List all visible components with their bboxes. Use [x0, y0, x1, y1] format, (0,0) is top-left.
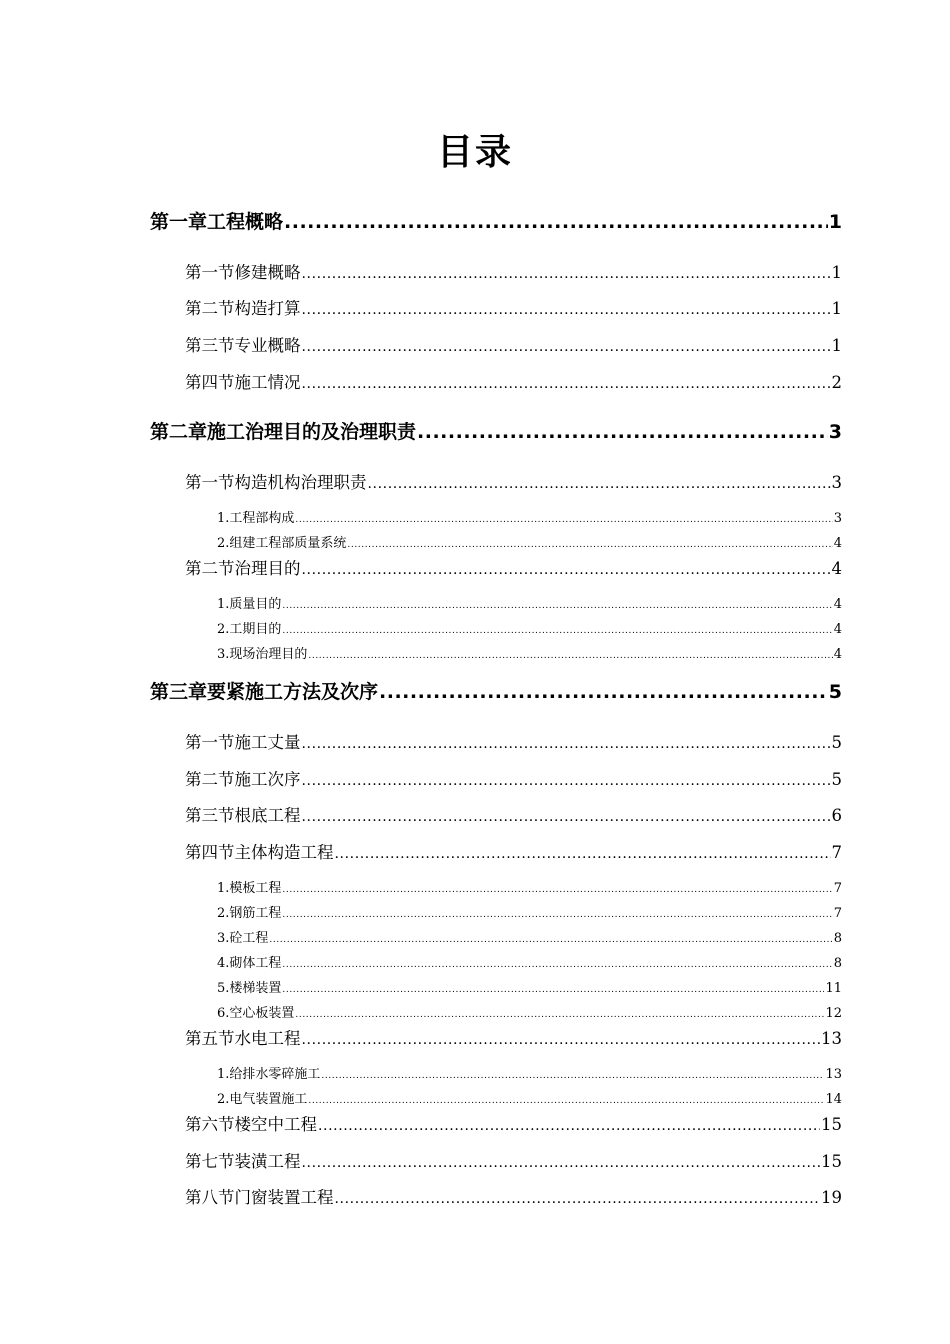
- dot-leader: [302, 335, 831, 359]
- toc-entry-title: 第二节施工次序: [185, 770, 301, 789]
- toc-entry-title: 第七节装潢工程: [185, 1152, 301, 1171]
- toc-subsection-entry[interactable]: [217, 905, 842, 924]
- toc-entry-title: 1.工程部构成: [217, 511, 295, 526]
- toc-page-number: 1: [831, 336, 842, 355]
- toc-page-number: 4: [833, 647, 842, 662]
- dot-leader: [335, 1187, 821, 1211]
- toc-section-entry[interactable]: [185, 297, 842, 322]
- dot-leader: [302, 262, 831, 286]
- toc-page-number: 8: [833, 931, 842, 946]
- toc-section-entry[interactable]: [185, 731, 842, 756]
- page-title: 目录: [436, 132, 513, 173]
- toc-subsection-entry[interactable]: [217, 930, 842, 949]
- toc-section-entry[interactable]: [185, 471, 842, 496]
- toc-entry-title: 第四节施工情况: [185, 373, 301, 392]
- toc-entry-title: 第三节根底工程: [185, 806, 301, 825]
- toc-entry-title: 2.组建工程部质量系统: [217, 536, 347, 551]
- toc-entry-title: 6.空心板装置: [217, 1006, 295, 1021]
- toc-subsection-entry[interactable]: [217, 1091, 842, 1110]
- toc-section-entry[interactable]: [185, 804, 842, 829]
- toc-entry-title: 第二节治理目的: [185, 559, 301, 578]
- dot-leader: [347, 536, 832, 554]
- toc-page-number: 7: [833, 906, 842, 921]
- toc-entry-title: 第五节水电工程: [185, 1029, 301, 1048]
- toc-page-number: 3: [828, 421, 842, 443]
- dot-leader: [295, 511, 832, 529]
- toc-page-number: 12: [825, 1006, 842, 1021]
- dot-leader: [282, 597, 832, 615]
- dot-leader: [302, 732, 831, 756]
- toc-page-number: 5: [831, 733, 842, 752]
- dot-leader: [302, 805, 831, 829]
- toc-chapter-entry[interactable]: [150, 418, 842, 446]
- dot-leader: [368, 472, 831, 496]
- dot-leader: [321, 1067, 824, 1085]
- toc-entry-title: 1.模板工程: [217, 881, 282, 896]
- toc-entry-title: 第四节主体构造工程: [185, 843, 334, 862]
- toc-subsection-entry[interactable]: [217, 621, 842, 640]
- toc-subsection-entry[interactable]: [217, 510, 842, 529]
- dot-leader: [417, 418, 828, 446]
- toc-section-entry[interactable]: [185, 1186, 842, 1211]
- toc-page-number: 1: [828, 211, 842, 233]
- toc-chapter-entry[interactable]: [150, 208, 842, 236]
- toc-entry-title: 第一节施工丈量: [185, 733, 301, 752]
- toc-entry-title: 5.楼梯装置: [217, 981, 282, 996]
- toc-page-number: 13: [825, 1067, 842, 1082]
- dot-leader: [302, 558, 831, 582]
- dot-leader: [302, 769, 831, 793]
- toc-page-number: 3: [831, 473, 842, 492]
- toc-section-entry[interactable]: [185, 841, 842, 866]
- toc-entry-title: 第一节修建概略: [185, 263, 301, 282]
- toc-page-number: 14: [825, 1092, 842, 1107]
- toc-page-number: 7: [831, 843, 842, 862]
- toc-entry-title: 第六节楼空中工程: [185, 1115, 317, 1134]
- toc-page-number: 1: [831, 299, 842, 318]
- toc-entry-title: 4.砌体工程: [217, 956, 282, 971]
- dot-leader: [302, 298, 831, 322]
- dot-leader: [379, 678, 828, 706]
- toc-entry-title: 第八节门窗装置工程: [185, 1188, 334, 1207]
- toc-entry-title: 2.电气装置施工: [217, 1092, 308, 1107]
- toc-subsection-entry[interactable]: [217, 596, 842, 615]
- toc-entry-title: 1.给排水零碎施工: [217, 1067, 321, 1082]
- toc-section-entry[interactable]: [185, 557, 842, 582]
- toc-page-number: 4: [833, 622, 842, 637]
- toc-entry-title: 第二节构造打算: [185, 299, 301, 318]
- toc-subsection-entry[interactable]: [217, 646, 842, 665]
- dot-leader: [282, 956, 832, 974]
- dot-leader: [302, 1151, 821, 1175]
- toc-entry-title: 2.工期目的: [217, 622, 282, 637]
- toc-section-entry[interactable]: [185, 768, 842, 793]
- toc-subsection-entry[interactable]: [217, 1005, 842, 1024]
- toc-section-entry[interactable]: [185, 334, 842, 359]
- dot-leader: [284, 208, 828, 236]
- toc-page-number: 4: [833, 536, 842, 551]
- toc-entry-title: 第一章工程概略: [150, 211, 284, 233]
- dot-leader: [295, 1006, 824, 1024]
- dot-leader: [335, 842, 831, 866]
- toc-page-number: 8: [833, 956, 842, 971]
- dot-leader: [282, 622, 832, 640]
- toc-subsection-entry[interactable]: [217, 1066, 842, 1085]
- dot-leader: [302, 372, 831, 396]
- toc-subsection-entry[interactable]: [217, 955, 842, 974]
- dot-leader: [282, 981, 824, 999]
- toc-page-number: 15: [821, 1115, 842, 1134]
- toc-section-entry[interactable]: [185, 1113, 842, 1138]
- toc-chapter-entry[interactable]: [150, 678, 842, 706]
- toc-subsection-entry[interactable]: [217, 980, 842, 999]
- toc-entry-title: 1.质量目的: [217, 597, 282, 612]
- dot-leader: [282, 906, 832, 924]
- toc-page-number: 5: [831, 770, 842, 789]
- toc-page-number: 19: [821, 1188, 842, 1207]
- toc-page-number: 5: [828, 681, 842, 703]
- toc-subsection-entry[interactable]: [217, 880, 842, 899]
- dot-leader: [308, 1092, 824, 1110]
- dot-leader: [318, 1114, 820, 1138]
- toc-page-number: 1: [831, 263, 842, 282]
- toc-entry-title: 第三节专业概略: [185, 336, 301, 355]
- toc-section-entry[interactable]: [185, 1150, 842, 1175]
- toc-page-number: 15: [821, 1152, 842, 1171]
- toc-page-number: 6: [831, 806, 842, 825]
- toc-page-number: 2: [831, 373, 842, 392]
- toc-section-entry[interactable]: [185, 261, 842, 286]
- toc-page-number: 11: [825, 981, 842, 996]
- toc-entry-title: 2.钢筋工程: [217, 906, 282, 921]
- toc-entry-title: 第一节构造机构治理职责: [185, 473, 367, 492]
- toc-entry-title: 3.砼工程: [217, 931, 269, 946]
- toc-page-number: 4: [833, 597, 842, 612]
- toc-section-entry[interactable]: [185, 1027, 842, 1052]
- dot-leader: [269, 931, 832, 949]
- toc-section-entry[interactable]: [185, 371, 842, 396]
- dot-leader: [308, 647, 832, 665]
- toc-page-number: 4: [831, 559, 842, 578]
- toc-entry-title: 3.现场治理目的: [217, 647, 308, 662]
- toc-subsection-entry[interactable]: [217, 535, 842, 554]
- toc-entry-title: 第三章要紧施工方法及次序: [150, 681, 379, 703]
- toc-entry-title: 第二章施工治理目的及治理职责: [150, 421, 417, 443]
- toc-page-number: 7: [833, 881, 842, 896]
- dot-leader: [282, 881, 832, 899]
- toc-page-number: 3: [833, 511, 842, 526]
- toc-page-number: 13: [821, 1029, 842, 1048]
- dot-leader: [302, 1028, 821, 1052]
